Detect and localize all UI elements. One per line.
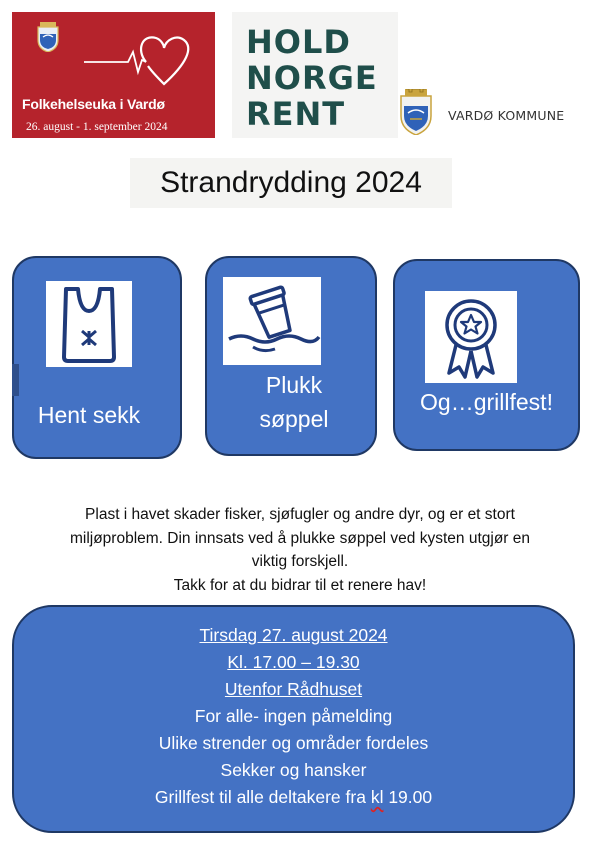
- info-paragraph: [20, 503, 580, 597]
- logo-line-rent: RENT: [246, 95, 346, 133]
- event-info: Ulike strender og områder fordeles: [158, 733, 429, 753]
- event-date: Tirsdag 27. august 2024: [199, 625, 388, 645]
- bag-icon-box: [46, 281, 132, 367]
- event-info: For alle- ingen påmelding: [194, 706, 393, 726]
- award-icon-box: [425, 291, 517, 383]
- step-label-plukk-soppel: [229, 368, 359, 436]
- card-edge-tab: [12, 364, 19, 396]
- paragraph-line: viktig forskjell.: [251, 553, 349, 570]
- hold-norge-rent-logo: [232, 12, 398, 138]
- trash-cup-icon: [223, 277, 321, 365]
- step-label-line: søppel: [259, 406, 329, 432]
- event-place: Utenfor Rådhuset: [224, 679, 363, 699]
- paragraph-line: Plast i havet skader fisker, sjøfugler og andre dyr, og er et stort: [85, 506, 515, 523]
- award-ribbon-icon: [425, 291, 517, 383]
- event-grill-line: [12, 784, 575, 811]
- municipality-name: VARDØ KOMMUNE: [448, 108, 565, 123]
- bag-icon: [46, 281, 132, 367]
- event-info: Sekker og hansker: [220, 760, 367, 780]
- step-label-hent-sekk: Hent sekk: [37, 402, 141, 428]
- logo-line-hold: HOLD: [246, 23, 351, 61]
- folkehelseuka-banner: [12, 12, 215, 138]
- vardo-crest-icon: [36, 22, 60, 52]
- step-label-grillfest: Og…grillfest!: [420, 389, 553, 415]
- event-details: [12, 622, 575, 811]
- grill-kl: kl: [370, 787, 384, 807]
- logo-line-norge: NORGE: [246, 59, 378, 97]
- grill-time: 19.00: [383, 787, 433, 807]
- step-card-hent-sekk: [12, 256, 182, 459]
- heartbeat-heart-icon: [84, 30, 200, 90]
- step-card-grillfest: [393, 259, 580, 451]
- trash-icon-box: [223, 277, 321, 365]
- campaign-title: Folkehelseuka i Vardø: [22, 96, 165, 112]
- paragraph-line: miljøproblem. Din innsats ved å plukke søppel ved kysten utgjør en: [69, 529, 531, 547]
- event-time: Kl. 17.00 – 19.30: [227, 652, 360, 672]
- campaign-dates: 26. august - 1. september 2024: [26, 121, 168, 133]
- paragraph-line: Takk for at du bidrar til et renere hav!: [173, 576, 427, 594]
- step-label-line: Plukk: [265, 372, 323, 398]
- step-card-plukk-soppel: [205, 256, 377, 456]
- grill-prefix: Grillfest til alle deltakere fra: [154, 787, 371, 807]
- page-title: Strandrydding 2024: [160, 166, 422, 199]
- page-title-box: [130, 158, 452, 208]
- vardo-kommune-crest-icon: [398, 89, 434, 135]
